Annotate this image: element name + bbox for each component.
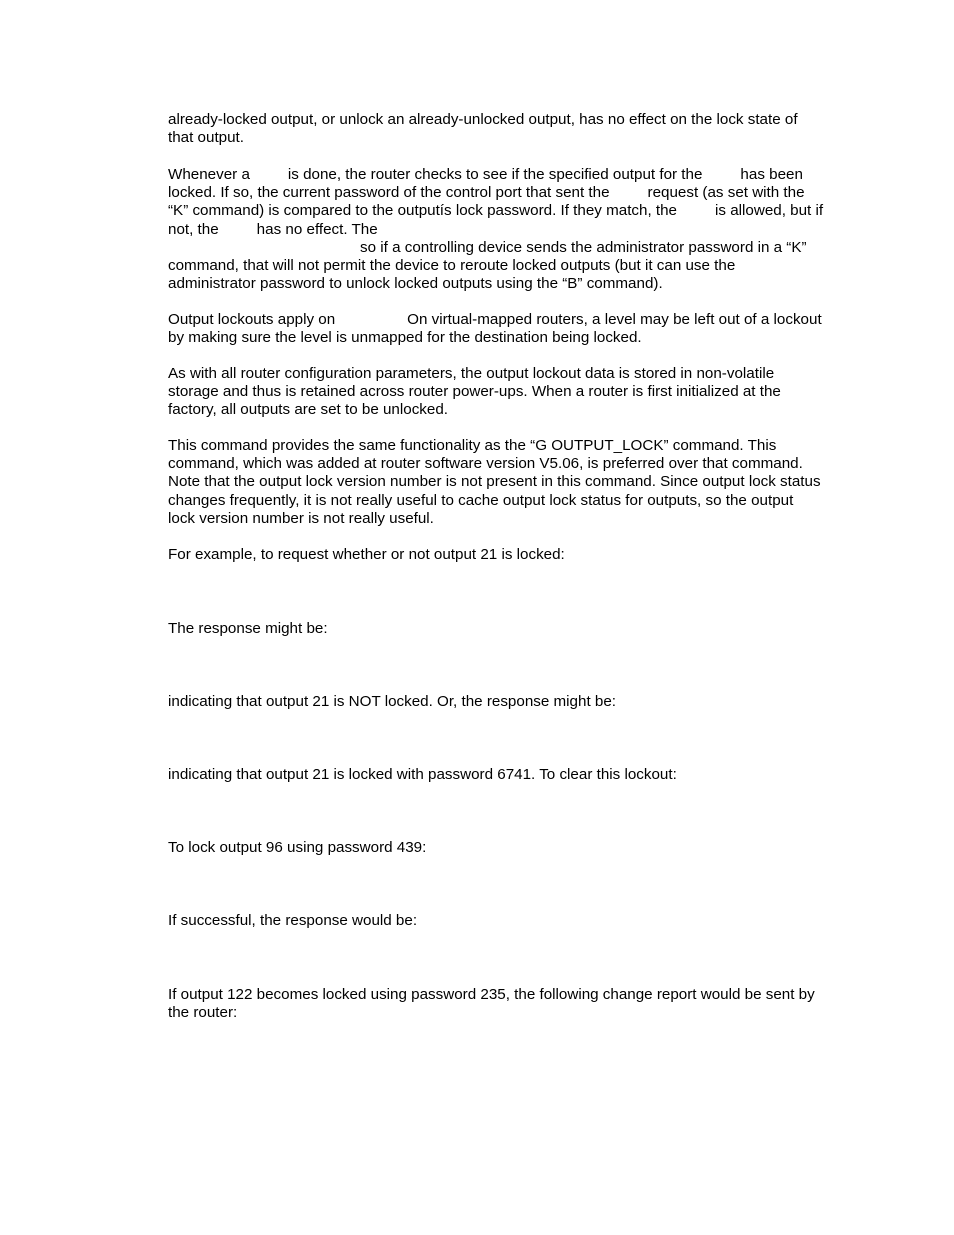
text-line: locked. If so, the current password of the control port that sent the request (as set with the — [168, 184, 805, 202]
text-line: This command provides the same functionality as the “G OUTPUT_LOCK” command. This — [168, 437, 777, 454]
text-line: the router: — [168, 1004, 238, 1022]
text-line: As with all router configuration parameters, the output lockout data is stored in non-volatile — [168, 365, 775, 382]
text-line: not, the has no effect. The — [168, 220, 378, 238]
text-line: changes frequently, it is not really useful to cache output lock status for outputs, so the output — [168, 491, 794, 509]
text-line: already-locked output, or unlock an already-unlocked output, has no effect on the lock state of — [168, 111, 798, 128]
text-line: administrator password to unlock locked outputs using the “B” command). — [168, 275, 663, 293]
text-line: indicating that output 21 is NOT locked. Or, the response might be: — [168, 693, 617, 710]
paragraph-example-request — [168, 546, 848, 564]
text-line: Output lockouts apply on On virtual-mapped routers, a level may be left out of a lockout — [168, 311, 822, 328]
paragraph-functionality — [168, 437, 848, 528]
text-line: If successful, the response would be: — [168, 912, 418, 929]
paragraph-lock-state — [168, 111, 848, 147]
text-line: The response might be: — [168, 620, 328, 637]
text-line: command, which was added at router software version V5.06, is preferred over that command. — [168, 455, 803, 473]
paragraph-success-response — [168, 912, 848, 930]
text-line: storage and thus is retained across router power-ups. When a router is first initialized at the — [168, 383, 781, 401]
paragraph-change-report — [168, 986, 848, 1022]
text-line: “K” command) is compared to the outputís lock password. If they match, the is allowed, but if — [168, 202, 824, 220]
text-line: so if a controlling device sends the administrator password in a “K” — [360, 238, 807, 256]
paragraph-locked-clear — [168, 766, 848, 784]
text-line: factory, all outputs are set to be unlocked. — [168, 401, 449, 419]
text-line: lock version number is not really useful. — [168, 509, 434, 527]
paragraph-lock-96 — [168, 839, 848, 857]
paragraph-levels — [168, 311, 848, 347]
paragraph-route-check — [168, 166, 848, 293]
paragraph-not-locked — [168, 693, 848, 711]
paragraph-storage — [168, 365, 848, 420]
paragraph-response — [168, 620, 848, 638]
text-line: To lock output 96 using password 439: — [168, 839, 427, 856]
text-line: If output 122 becomes locked using password 235, the following change report would be sent by — [168, 986, 815, 1003]
text-line: indicating that output 21 is locked with password 6741. To clear this lockout: — [168, 766, 677, 783]
text-line: by making sure the level is unmapped for the destination being locked. — [168, 329, 642, 347]
text-line: that output. — [168, 129, 244, 147]
text-line: Note that the output lock version number is not present in this command. Since output lock status — [168, 473, 821, 491]
text-line: command, that will not permit the device to reroute locked outputs (but it can use the — [168, 256, 736, 274]
text-line: Whenever a is done, the router checks to see if the specified output for the has been — [168, 166, 803, 183]
text-line: For example, to request whether or not output 21 is locked: — [168, 546, 565, 563]
